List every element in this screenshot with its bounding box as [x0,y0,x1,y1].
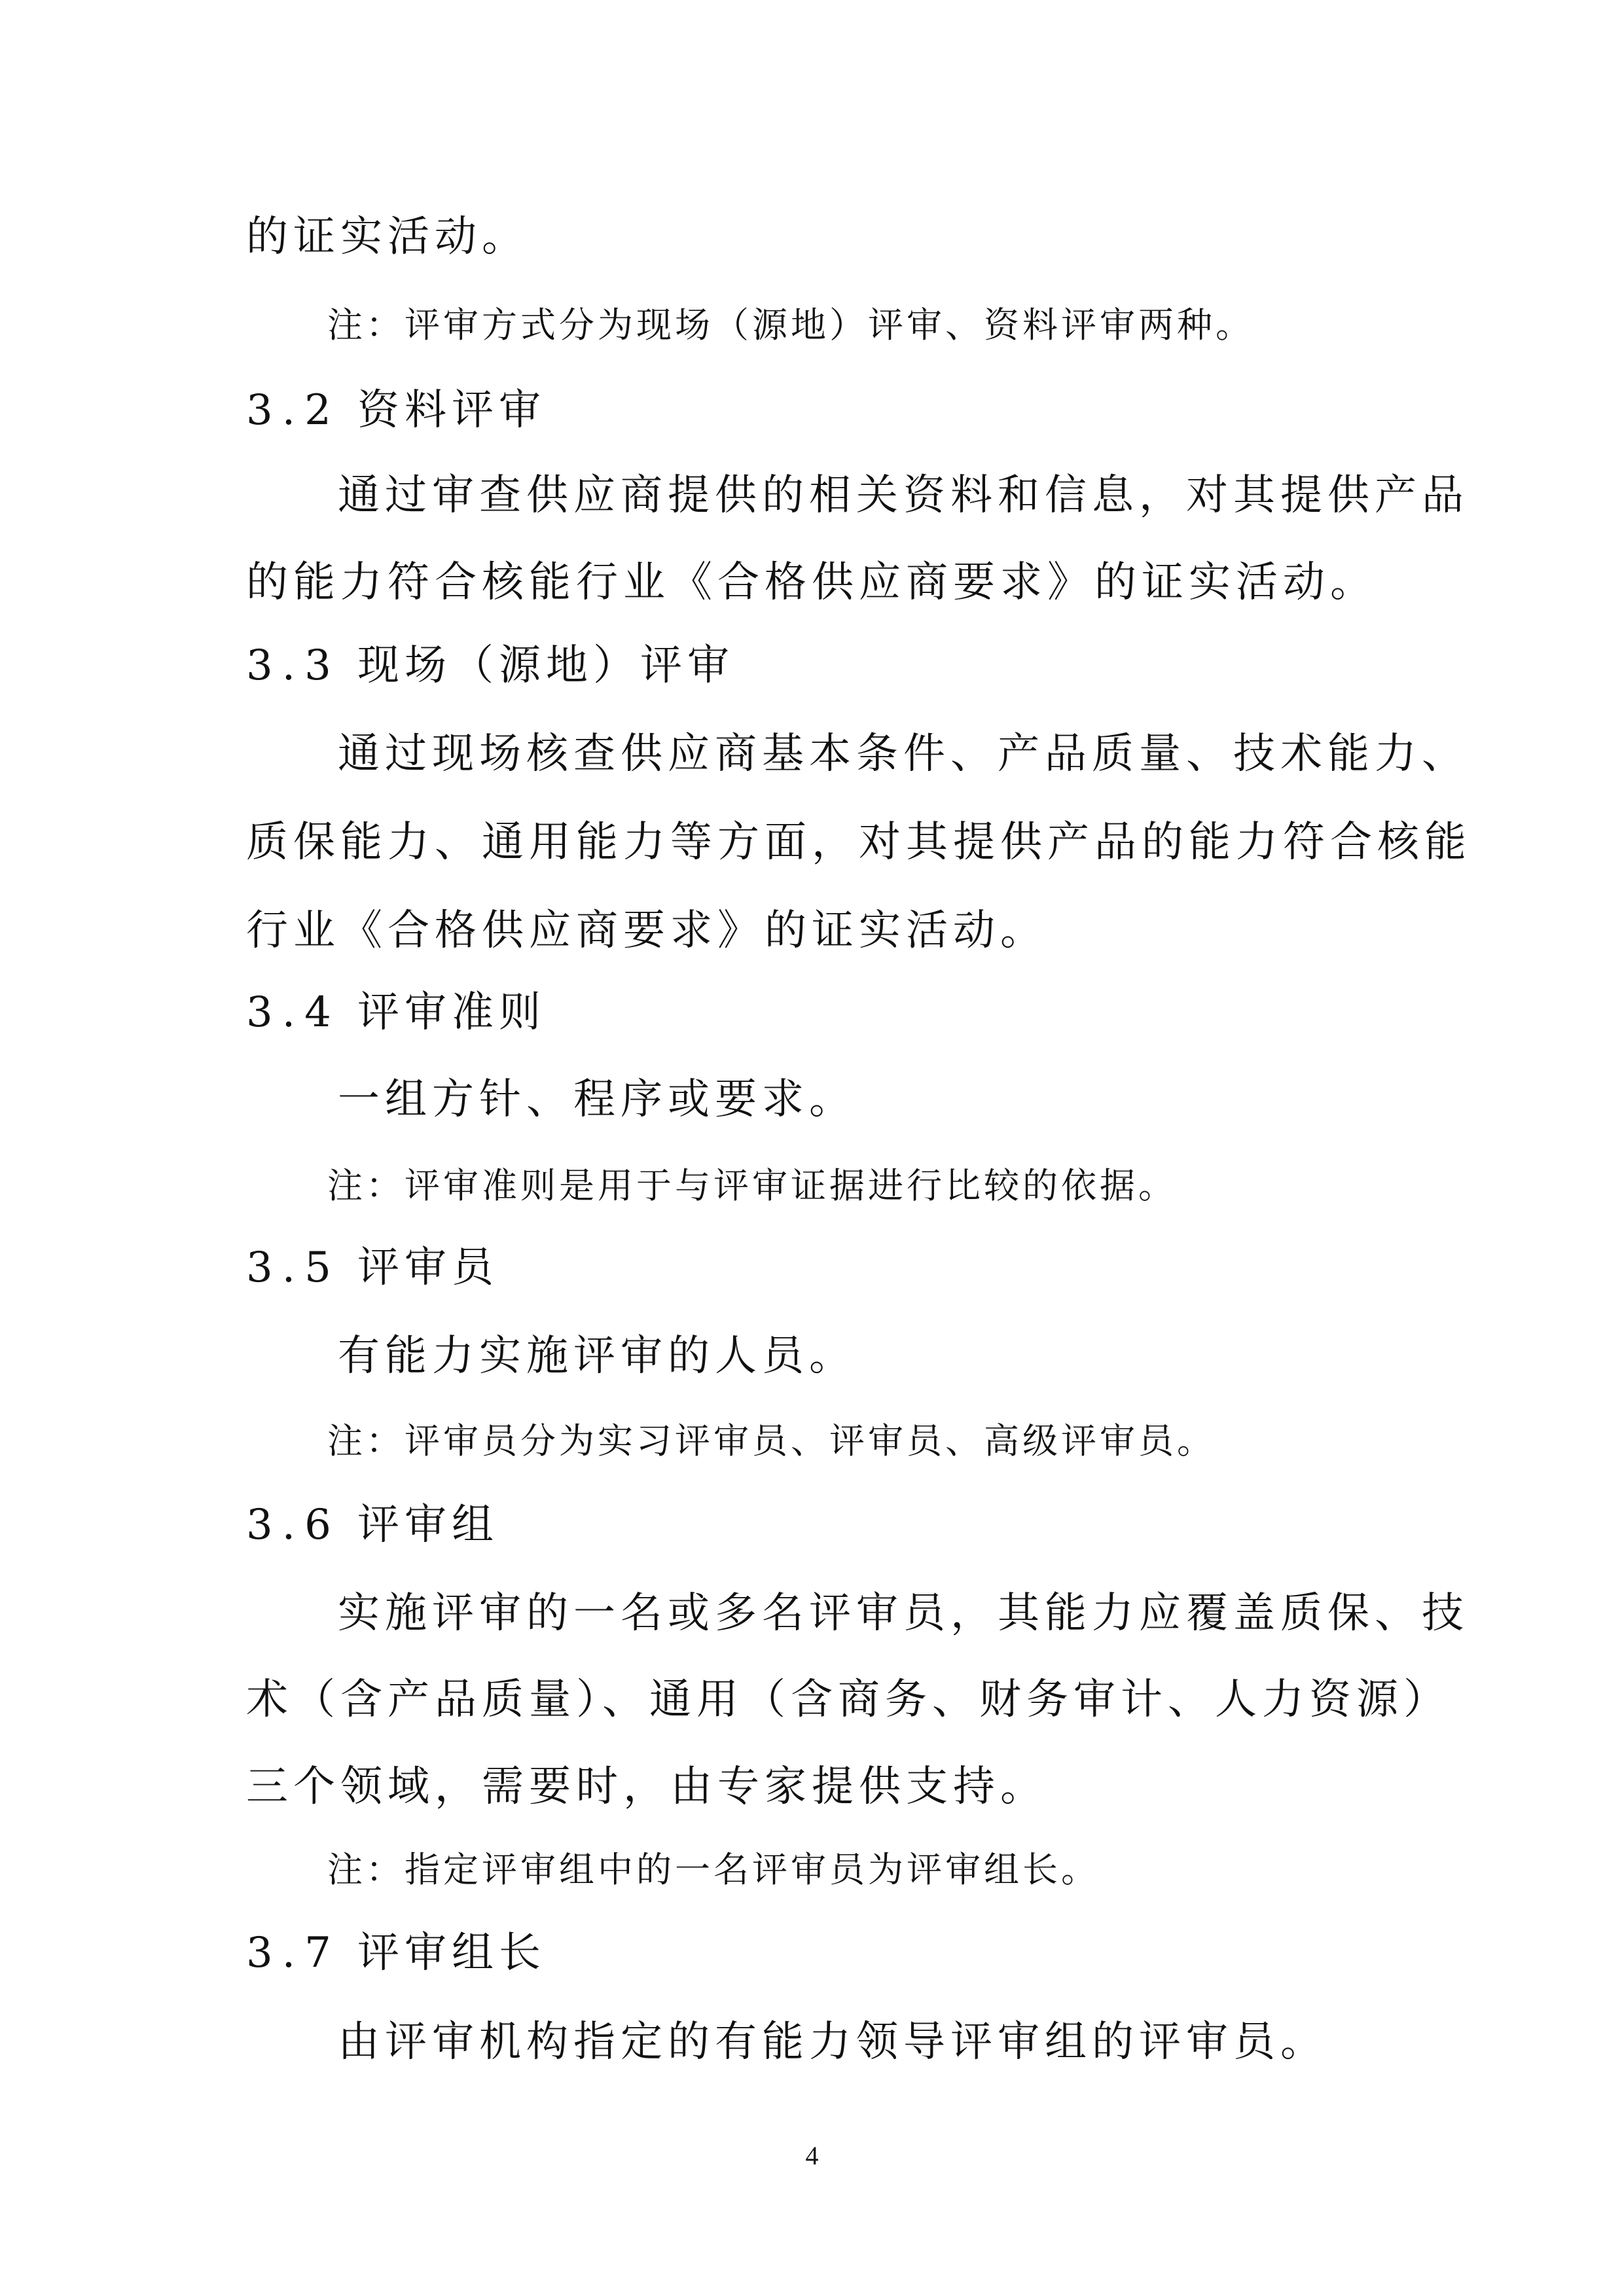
section-heading-3-6 [246,1501,499,1549]
section-heading-3-7 [246,1929,546,1977]
paragraph-line: 实施评审的一名或多名评审员，其能力应覆盖质保、技 [338,1589,1469,1638]
paragraph-line: 一组方针、程序或要求。 [338,1075,856,1124]
section-title: 评审组 [357,1501,499,1549]
section-number: 3.4 [246,988,340,1037]
section-number: 3.3 [246,641,340,690]
section-heading-3-5 [246,1244,499,1292]
section-number: 3.2 [246,386,340,435]
section-title: 现场（源地）评审 [357,641,734,690]
section-number: 3.5 [246,1244,340,1292]
paragraph-line: 质保能力、通用能力等方面，对其提供产品的能力符合核能 [246,818,1471,867]
paragraph-line: 行业《合格供应商要求》的证实活动。 [246,906,1047,955]
paragraph-line: 有能力实施评审的人员。 [338,1332,856,1380]
paragraph-line: 通过审查供应商提供的相关资料和信息，对其提供产品 [338,471,1469,520]
paragraph-line: 的能力符合核能行业《合格供应商要求》的证实活动。 [246,558,1377,607]
paragraph-line: 由评审机构指定的有能力领导评审组的评审员。 [338,2018,1327,2066]
section-title: 资料评审 [357,386,546,435]
paragraph-line: 的证实活动。 [246,213,529,261]
section-title: 评审组长 [357,1929,546,1977]
section-number: 3.7 [246,1929,340,1977]
section-heading-3-2 [246,386,546,435]
section-title: 评审员 [357,1244,499,1292]
note-line: 注：评审员分为实习评审员、评审员、高级评审员。 [327,1420,1216,1462]
section-number: 3.6 [246,1501,340,1549]
paragraph-line: 三个领域，需要时，由专家提供支持。 [246,1763,1047,1811]
paragraph-line: 术（含产品质量）、通用（含商务、财务审计、人力资源） [246,1676,1451,1724]
paragraph-line: 通过现场核查供应商基本条件、产品质量、技术能力、 [338,730,1469,778]
page-number: 4 [805,2141,819,2170]
section-heading-3-3 [246,641,734,690]
note-line: 注：评审方式分为现场（源地）评审、资料评审两种。 [327,304,1254,346]
section-heading-3-4 [246,988,546,1037]
note-line: 注：评审准则是用于与评审证据进行比较的依据。 [327,1165,1177,1206]
note-line: 注：指定评审组中的一名评审员为评审组长。 [327,1849,1100,1890]
section-title: 评审准则 [357,988,546,1037]
